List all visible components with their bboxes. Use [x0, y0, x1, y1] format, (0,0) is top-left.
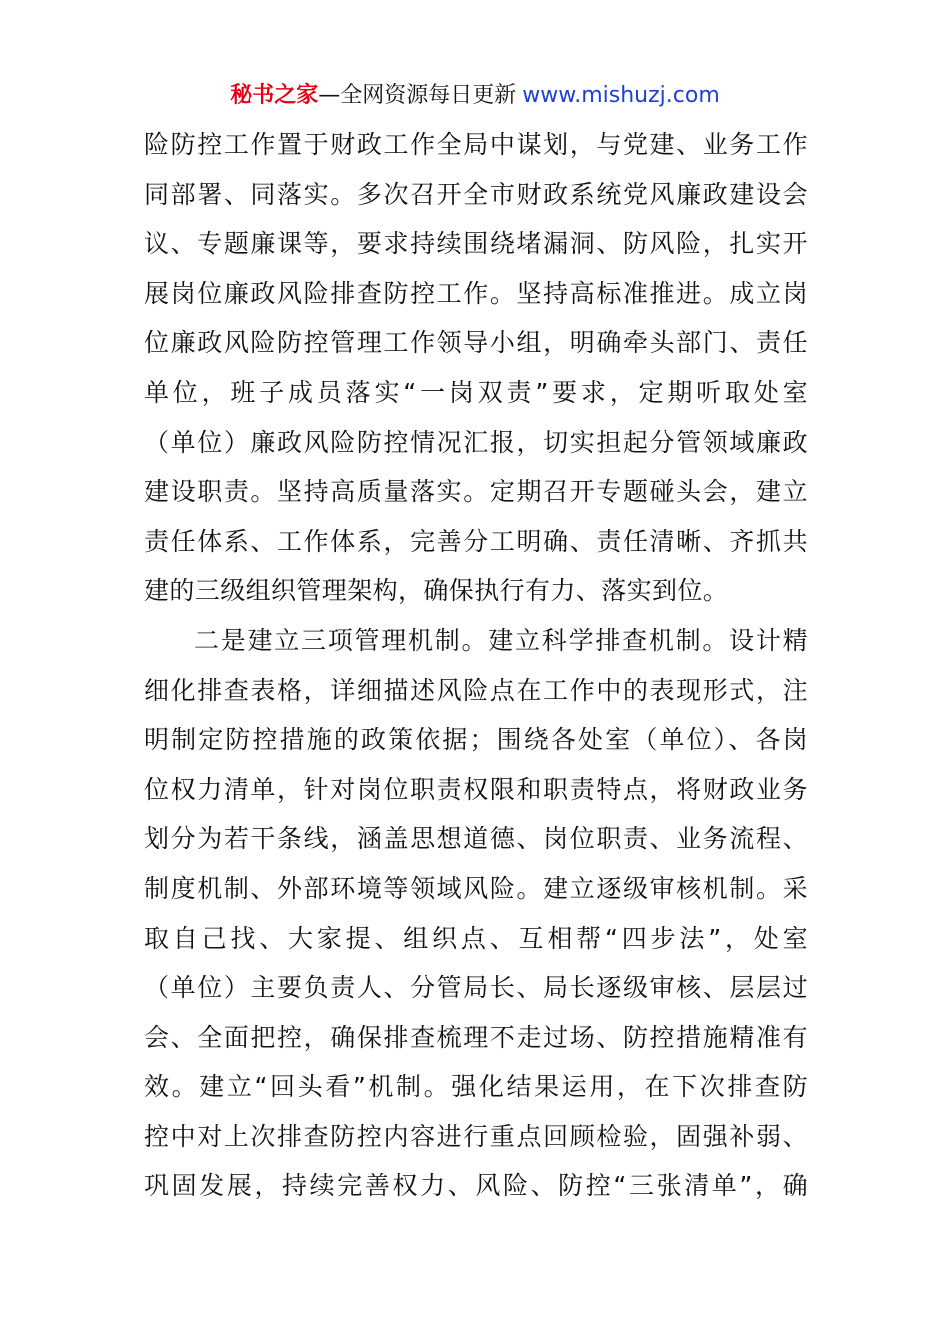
document-body	[144, 120, 808, 1211]
text-line: 责任体系、工作体系，完善分工明确、责任清晰、齐抓共	[144, 526, 808, 556]
text-line: 巩固发展，持续完善权力、风险、防控“三张清单”，确	[144, 1171, 808, 1201]
site-brand: 秘书之家	[230, 83, 319, 108]
text-line: （单位）主要负责人、分管局长、局长逐级审核、层层过	[144, 973, 808, 1003]
text-line: 同部署、同落实。多次召开全市财政系统党风廉政建设会	[144, 179, 808, 209]
text-line: 效。建立“回头看”机制。强化结果运用，在下次排查防	[144, 1072, 808, 1102]
text-line: 划分为若干条线，涵盖思想道德、岗位职责、业务流程、	[144, 824, 808, 854]
text-line: 控中对上次排查防控内容进行重点回顾检验，固强补弱、	[144, 1121, 808, 1151]
text-line: 单位，班子成员落实“一岗双责”要求，定期听取处室	[144, 377, 808, 407]
text-line: 制度机制、外部环境等领域风险。建立逐级审核机制。采	[144, 873, 808, 903]
text-line: 建设职责。坚持高质量落实。定期召开专题碰头会，建立	[144, 477, 808, 507]
text-line: 位权力清单，针对岗位职责权限和职责特点，将财政业务	[144, 774, 808, 804]
text-line: （单位）廉政风险防控情况汇报，切实担起分管领域廉政	[144, 427, 808, 457]
site-header	[0, 80, 950, 112]
text-line: 建的三级组织管理架构，确保执行有力、落实到位。	[144, 576, 729, 606]
text-line: 位廉政风险防控管理工作领导小组，明确牵头部门、责任	[144, 328, 808, 358]
text-line: 明制定防控措施的政策依据；围绕各处室（单位）、各岗	[144, 725, 808, 755]
text-line: 会、全面把控，确保排查梳理不走过场、防控措施精准有	[144, 1022, 808, 1052]
text-line: 展岗位廉政风险排查防控工作。坚持高标准推进。成立岗	[144, 278, 808, 308]
paragraph-first-line: 二是建立三项管理机制。建立科学排查机制。设计精	[194, 625, 808, 655]
text-line: 取自己找、大家提、组织点、互相帮“四步法”，处室	[144, 923, 808, 953]
text-line: 议、专题廉课等，要求持续围绕堵漏洞、防风险，扎实开	[144, 229, 808, 259]
site-tagline: —全网资源每日更新	[318, 83, 517, 108]
text-line: 险防控工作置于财政工作全局中谋划，与党建、业务工作	[144, 130, 808, 159]
text-line: 细化排查表格，详细描述风险点在工作中的表现形式，注	[144, 675, 808, 705]
site-url-link[interactable]: www.mishuzj.com	[522, 83, 720, 108]
